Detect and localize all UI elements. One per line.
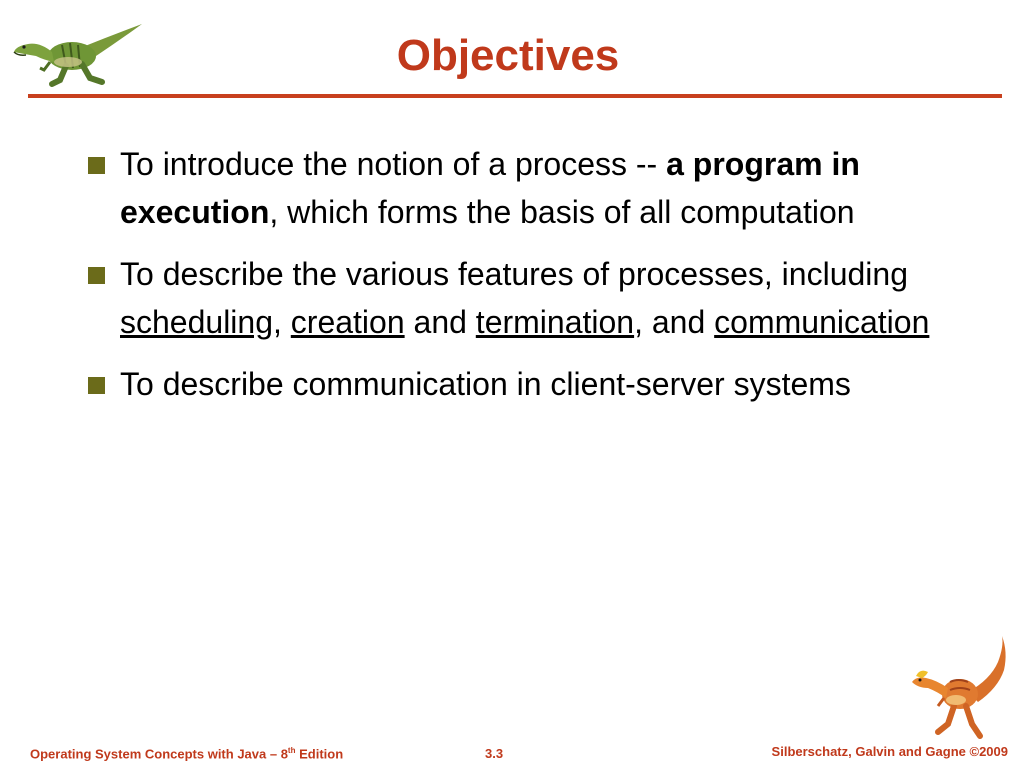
bullet-text: , which forms the basis of all computation [269,194,855,230]
orange-dinosaur-icon [898,632,1013,744]
term-communication: communication [714,304,930,340]
slide-title: Objectives [396,31,620,80]
course-title-footer: Operating System Concepts with Java – 8th Edition [30,746,344,762]
page-number: 3.3 [485,746,504,761]
separator-text: and [404,304,476,340]
bullet-item [86,140,946,236]
bullet-emphasis: a program in execution [120,146,860,230]
square-bullet-icon [88,377,105,394]
bullet-text: To introduce the notion of a process -- [120,146,667,182]
bullet-item [86,250,946,346]
bullet-list [86,140,946,422]
separator-text: , and [634,304,715,340]
title-underline [28,94,1002,98]
term-termination: termination [475,304,635,340]
bullet-item [86,360,946,408]
copyright-footer: Silberschatz, Galvin and Gagne ©2009 [771,744,1008,759]
bullet-text: To describe the various features of processes, including [120,256,908,292]
separator-text: , [273,304,291,340]
square-bullet-icon [88,157,105,174]
square-bullet-icon [88,267,105,284]
term-creation: creation [290,304,405,340]
term-scheduling: scheduling [120,304,273,340]
bullet-text: To describe communication in client-server systems [120,366,851,402]
